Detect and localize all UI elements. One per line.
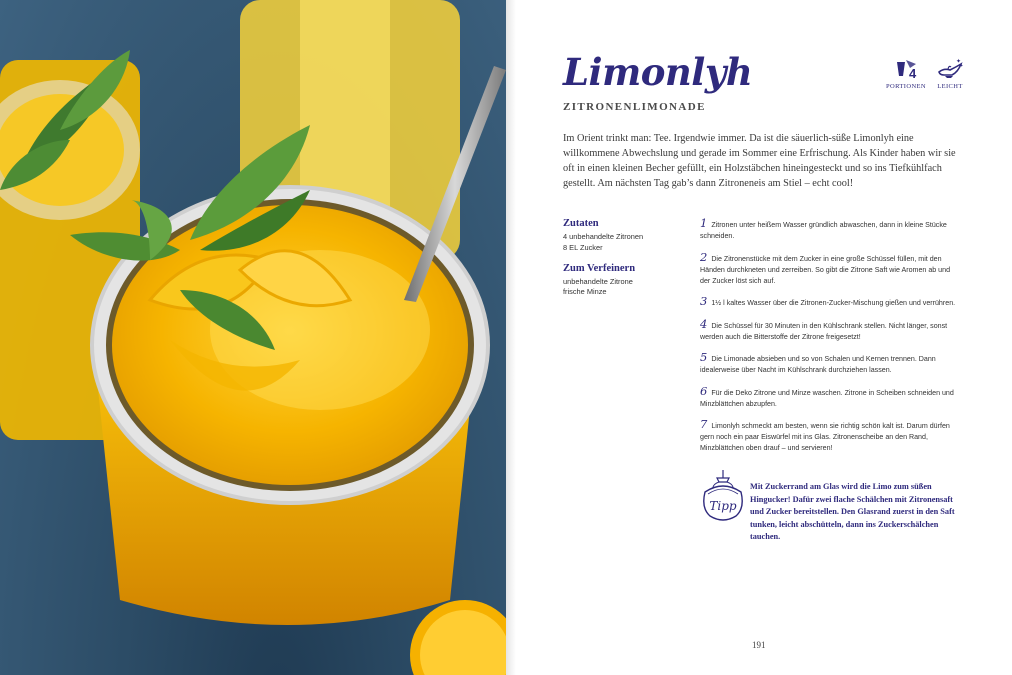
tip-label: Tipp	[709, 499, 737, 513]
preparation-steps	[700, 218, 962, 464]
refine-list	[563, 277, 683, 299]
step-number: 6	[700, 383, 708, 398]
step-item	[700, 218, 962, 242]
portions-count: 4	[909, 66, 917, 80]
step-number: 1	[700, 216, 708, 230]
step-text: Die Limonade absieben und so von Schalen und Kernen trennen. Dann idealerweise über Nacht im Kühlschrank durchziehen lassen.	[700, 355, 936, 374]
step-number: 7	[700, 417, 708, 431]
step-number: 3	[700, 294, 708, 308]
ingredients-list	[563, 232, 683, 254]
step-text: Die Zitronenstücke mit dem Zucker in eine große Schüssel füllen, mit den Händen durchkneten und zerreiben. So gibt die Zitrone Saft wie Aromen ab und der Zucker löst sich auf.	[700, 254, 951, 285]
step-text: Zitronen unter heißem Wasser gründlich abwaschen, dann in kleine Stücke schneiden.	[700, 221, 947, 240]
tip-lantern-icon	[700, 468, 746, 524]
step-text: Für die Deko Zitrone und Minze waschen. Zitrone in Scheiben schneiden und Minzblättchen abzupfen.	[700, 388, 954, 408]
difficulty-label: LEICHT	[937, 83, 963, 90]
refine-item: unbehandelte Zitrone	[563, 276, 633, 286]
step-text: 1½ l kaltes Wasser über die Zitronen-Zucker-Mischung gießen und verrühren.	[711, 299, 956, 307]
magic-lamp-icon	[936, 58, 964, 80]
tip-text: Mit Zuckerrand am Glas wird die Limo zum süßen Hingucker! Dafür zwei flache Schälchen mit Zitronensaft und Zucker bereitstellen. Den Glasrand zuerst in den Saft tunken, leicht abschütteln, dann ins Zuckerschälchen tauchen.	[750, 482, 955, 542]
step-item	[700, 249, 962, 287]
page-gutter	[506, 0, 516, 675]
recipe-subtitle: ZITRONENLIMONADE	[563, 101, 706, 113]
ingredient-item: 8 EL Zucker	[563, 242, 603, 252]
step-item	[700, 352, 962, 376]
step-item	[700, 383, 962, 410]
refine-item: frische Minze	[563, 287, 607, 297]
page-number: 191	[752, 640, 766, 650]
step-text: Limonlyh schmeckt am besten, wenn sie richtig schön kalt ist. Darum dürfen gern noch ein paar Eiswürfel mit ins Glas. Zitronenscheibe an den Rand, Minzblättchen oben drauf – und servieren!	[700, 422, 950, 452]
recipe-intro: Im Orient trinkt man: Tee. Irgendwie immer. Da ist die säuerlich-süße Limonlyh eine willkommene Abwechslung und gerade im Sommer eine Erfrischung. Als Kinder haben wir sie oft in einen kleinen Becher gefüllt, ein Holzstäbchen hineingesteckt und so ins Tiefkühlfach gestellt. Am nächsten Tag gab’s dann Zitroneneis am Stiel – echt cool!	[563, 133, 956, 189]
step-number: 2	[700, 249, 708, 264]
ingredient-item: 4 unbehandelte Zitronen	[563, 232, 644, 241]
step-item	[700, 316, 962, 343]
step-number: 4	[700, 316, 708, 331]
difficulty-info	[920, 58, 980, 90]
ingredients-heading: Zutaten	[563, 218, 599, 229]
svg-text:✦: ✦	[956, 58, 962, 65]
portions-icon	[894, 58, 918, 80]
step-text: Die Schüssel für 30 Minuten in den Kühlschrank stellen. Nicht länger, sonst werden auch die Bitterstoffe der Zitrone freigesetzt!	[700, 321, 948, 341]
refine-heading: Zum Verfeinern	[563, 262, 636, 274]
portions-label: PORTIONEN	[885, 83, 927, 90]
step-number: 5	[700, 350, 708, 364]
svg-text:✦: ✦	[960, 63, 964, 68]
recipe-title: Limonlyh	[563, 50, 753, 94]
ingredients-section	[563, 218, 683, 307]
step-item	[700, 296, 962, 309]
step-item	[700, 419, 962, 454]
